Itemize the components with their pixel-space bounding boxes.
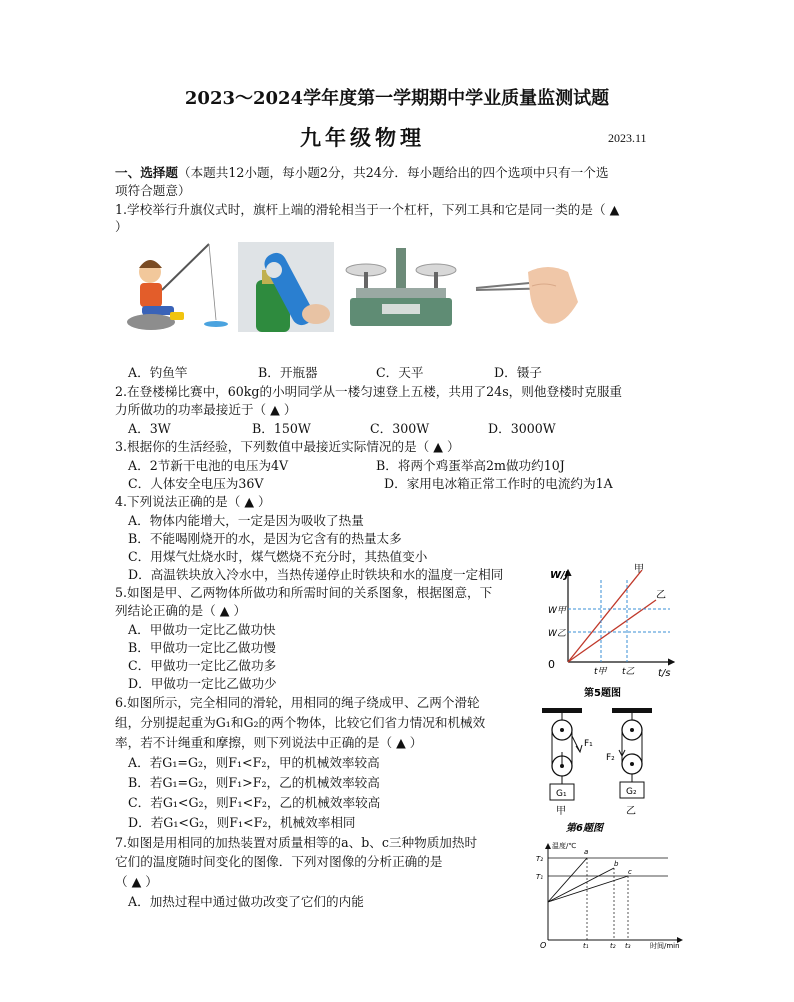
question-2-option-b: B．150W [252,421,311,436]
tweezers-image [470,242,580,332]
fig7-curve-c-label: c [628,868,632,876]
question-3-option-b: B．将两个鸡蛋举高2m做功约10J [376,458,565,473]
fig6-f1-label: F₁ [584,739,593,749]
question-1-stem-line1: 1.学校举行升旗仪式时，旗杆上端的滑轮相当于一个杠杆，下列工具和它是同一类的是（ ▲ [115,202,620,217]
section-instructions-line2: 项符合题意） [115,183,191,198]
question-6-stem-line2: 组，分别提起重为G₁和G₂的两个物体，比较它们省力情况和机械效 [115,715,486,730]
fig5-line-jia [568,570,642,662]
fig6-g2-label: G₂ [626,787,637,797]
question-5-option-a: A．甲做功一定比乙做功快 [128,622,276,637]
question-6-stem-line1: 6.如图所示，完全相同的滑轮，用相同的绳子绕成甲、乙两个滑轮 [115,695,480,710]
question-2-option-a: A．3W [128,421,171,436]
question-2-option-d: D．3000W [488,421,556,436]
question-5-stem-line2: 列结论正确的是（ ▲ ） [115,603,247,618]
section-instructions-line1: （本题共12小题，每小题2分，共24分．每小题给出的四个选项中只有一个选 [177,165,609,180]
question-2-stem-line1: 2.在登楼梯比赛中，60kg的小明同学从一楼匀速登上五楼，共用了24s，则他登楼时克服重 [115,384,623,399]
fig6-left-label: 甲 [556,806,566,817]
question-1-option-a: A．钓鱼竿 [128,365,188,380]
fig5-t-yi-label: t乙 [622,667,635,677]
question-2-stem-line2: 力所做功的功率最接近于（ ▲ ） [115,402,297,417]
question-7-stem-line2: 它们的温度随时间变化的图像．下列对图像的分析正确的是 [115,854,443,869]
fig6-f2-label: F₂ [606,753,615,763]
exam-date: 2023.11 [608,131,647,145]
fig5-t-jia-label: t甲 [594,667,607,677]
question-6-option-a: A．若G₁=G₂，则F₁<F₂，甲的机械效率较高 [128,755,380,770]
exam-title: 2023～2024学年度第一学期期中学业质量监测试题 [184,88,610,109]
subject-title: 九年级物理 [300,125,425,150]
section-instructions [115,164,608,181]
question-6-option-d: D．若G₁<G₂，则F₁<F₂，机械效率相同 [128,815,356,830]
figure-5-caption: 第5题图 [584,688,621,699]
question-1-option-b: B．开瓶器 [258,365,318,380]
fig5-w-jia-label: W甲 [548,606,566,616]
fig7-time2-label: t₂ [610,942,616,950]
balance-scale-image [342,242,460,332]
fig7-t2-label: T₂ [536,855,544,863]
fig7-time1-label: t₁ [583,942,589,950]
figure-6-pulleys [528,704,678,836]
question-5-stem-line1: 5.如图是甲、乙两物体所做功和所需时间的关系图象，根据图意，下 [115,585,493,600]
question-5-option-c: C．甲做功一定比乙做功多 [128,658,277,673]
question-2-option-c: C．300W [370,421,430,436]
question-7-option-a: A．加热过程中通过做功改变了它们的内能 [128,894,364,909]
fig6-right-ceiling [612,708,652,713]
fig5-line-yi [568,600,656,662]
figure-7-graph [532,840,692,952]
question-1-option-d: D．镊子 [494,365,542,380]
fig6-g1-label: G₁ [556,789,567,799]
fig6-right-label: 乙 [626,806,636,817]
question-3-option-a: A．2节新干电池的电压为4V [128,458,289,473]
fig5-w-yi-label: W乙 [548,629,566,639]
fig5-x-label: t/s [658,668,671,679]
figure-6-caption: 第6题图 [566,823,603,834]
fig5-series-yi: 乙 [656,590,666,601]
fig5-y-label: W/J [550,570,569,581]
fig6-left-ceiling [542,708,582,713]
question-7-stem-line1: 7.如图是用相同的加热装置对质量相等的a、b、c三种物质加热时 [115,835,478,850]
bottle-opener-image [238,242,334,332]
fig7-t1-label: T₁ [536,873,544,881]
fig7-y-label: 温度/℃ [552,842,577,850]
fig7-curve-b-label: b [614,860,619,868]
question-1-stem-line2: ） [115,219,128,234]
question-3-stem: 3.根据你的生活经验，下列数值中最接近实际情况的是（ ▲ ） [115,439,460,454]
question-6-option-b: B．若G₁=G₂，则F₁>F₂，乙的机械效率较高 [128,775,380,790]
question-6-option-c: C．若G₁<G₂，则F₁<F₂，乙的机械效率较高 [128,795,381,810]
fig5-origin: 0 [548,658,555,671]
fig5-series-jia: 甲 [634,564,644,575]
question-1-option-c: C．天平 [376,365,424,380]
fig7-curve-a-label: a [584,848,589,856]
fig7-curve-b [548,868,614,902]
fig7-x-label: 时间/min [650,942,680,950]
question-5-option-b: B．甲做功一定比乙做功慢 [128,640,276,655]
question-7-stem-line3: （ ▲ ） [115,874,158,889]
question-5-option-d: D．甲做功一定比乙做功少 [128,676,277,691]
question-4-option-d: D．高温铁块放入冷水中，当热传递停止时铁块和水的温度一定相同 [128,567,504,582]
question-4-option-b: B．不能喝刚烧开的水，是因为它含有的热量太多 [128,531,402,546]
question-3-option-d: D．家用电冰箱正常工作时的电流约为1A [384,476,613,491]
fig7-time3-label: t₃ [625,942,631,950]
question-4-option-c: C．用煤气灶烧水时，煤气燃烧不充分时，其热值变小 [128,549,428,564]
question-4-option-a: A．物体内能增大，一定是因为吸收了热量 [128,513,364,528]
question-4-stem: 4.下列说法正确的是（ ▲ ） [115,494,271,509]
fishing-rod-image [124,242,234,332]
question-3-option-c: C．人体安全电压为36V [128,476,264,491]
section-heading: 一、选择题 [115,165,178,180]
question-6-stem-line3: 率，若不计绳重和摩擦，则下列说法中正确的是（ ▲ ） [115,735,423,750]
figure-5-graph [546,562,686,702]
fig7-origin: O [540,941,547,950]
